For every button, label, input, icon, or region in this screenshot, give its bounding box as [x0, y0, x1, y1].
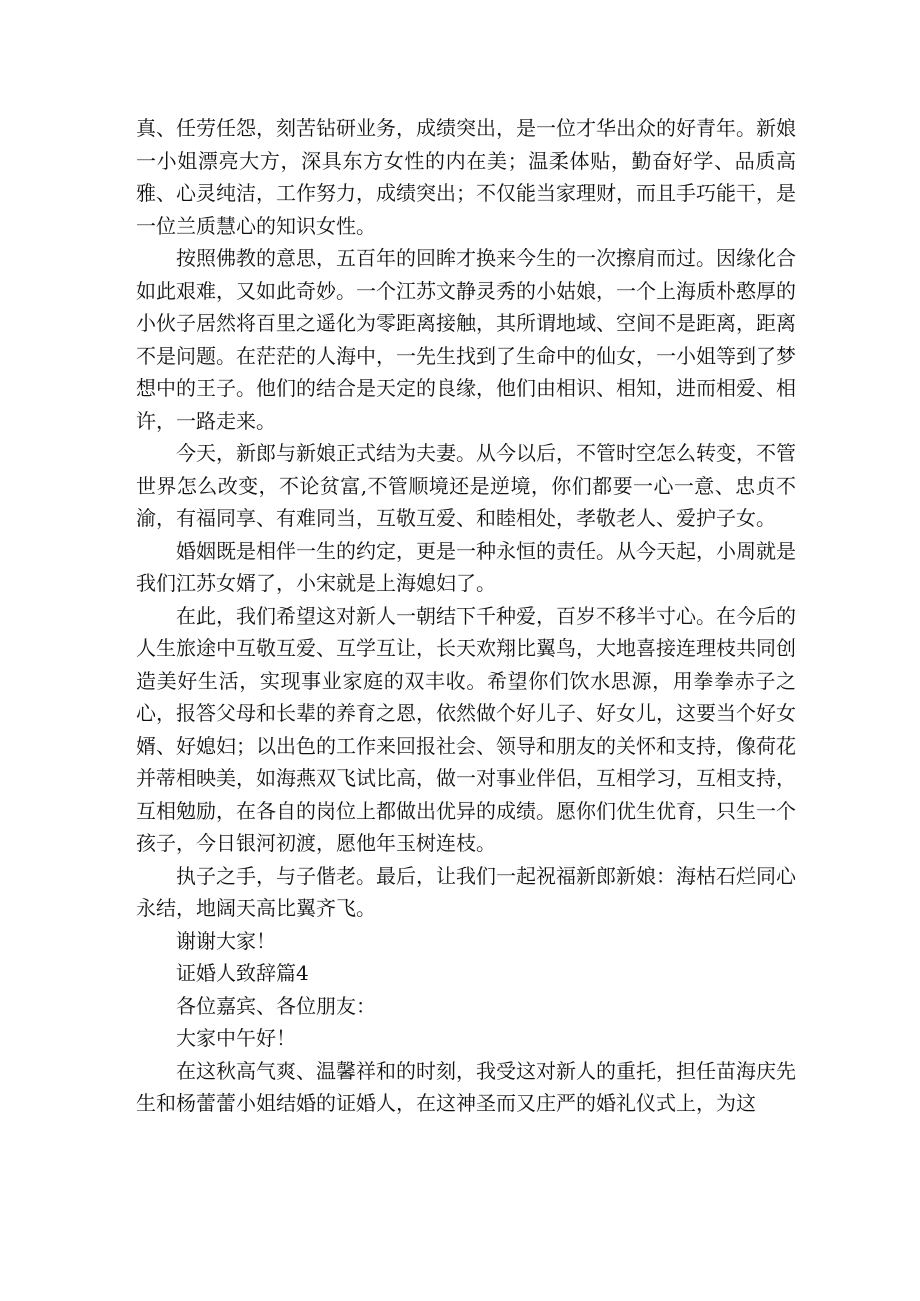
paragraph-wishes: 在此，我们希望这对新人一朝结下千种爱，百岁不移半寸心。在今后的人生旅途中互敬互爱、互学互让，长天欢翔比翼鸟，大地喜接连理枝共同创造美好生活，实现事业家庭的双丰收。希望你们饮水思源，用拳拳赤子之心，报答父母和长辈的养育之恩，依然做个好儿子、好女儿，这要当个好女婿、好媳妇；以出色的工作来回报社会、领导和朋友的关怀和支持，像荷花并蒂相映美，如海燕双飞试比高，做一对事业伴侣，互相学习，互相支持，互相勉励，在各自的岗位上都做出优异的成绩。愿你们优生优育，只生一个孩子，今日银河初渡，愿他年玉树连枝。	[136, 603, 796, 855]
paragraph-greeting: 大家中午好！	[176, 1026, 296, 1050]
paragraph-opening: 在这秋高气爽、温馨祥和的时刻，我受这对新人的重托，担任苗海庆先生和杨蕾蕾小姐结婚的证婚人，在这神圣而又庄严的婚礼仪式上，为这	[136, 1058, 796, 1115]
paragraph-marriage: 婚姻既是相伴一生的约定，更是一种永恒的责任。从今天起，小周就是我们江苏女婿了，小宋就是上海媳妇了。	[136, 538, 796, 595]
paragraph-salutation: 各位嘉宾、各位朋友：	[176, 993, 376, 1018]
section-heading: 证婚人致辞篇4	[176, 961, 309, 985]
paragraph-fate: 按照佛教的意思，五百年的回眸才换来今生的一次擦肩而过。因缘化合如此艰难，又如此奇妙。一个江苏文静灵秀的小姑娘，一个上海质朴憨厚的小伙子居然将百里之遥化为零距离接触，其所谓地域、空间不是距离，距离不是问题。在茫茫的人海中，一先生找到了生命中的仙女，一小姐等到了梦想中的王子。他们的结合是天定的良缘，他们由相识、相知，进而相爱、相许，一路走来。	[136, 246, 796, 433]
paragraph-today: 今天，新郎与新娘正式结为夫妻。从今以后，不管时空怎么转变，不管世界怎么改变，不论贫富,不管顺境还是逆境，你们都要一心一意、忠贞不渝，有福同享、有难同当，互敬互爱、和睦相处，孝敬老人、爱护子女。	[136, 441, 796, 530]
paragraph-continuation: 真、任劳任怨，刻苦钻研业务，成绩突出，是一位才华出众的好青年。新娘一小姐漂亮大方，深具东方女性的内在美；温柔体贴，勤奋好学、品质高雅、心灵纯洁，工作努力，成绩突出；不仅能当家理财，而且手巧能干，是一位兰质慧心的知识女性。	[136, 116, 796, 238]
paragraph-blessing: 执子之手，与子偕老。最后，让我们一起祝福新郎新娘：海枯石烂同心永结，地阔天高比翼齐飞。	[136, 863, 796, 920]
paragraph-thanks: 谢谢大家！	[176, 928, 276, 953]
document-page	[136, 112, 796, 1120]
